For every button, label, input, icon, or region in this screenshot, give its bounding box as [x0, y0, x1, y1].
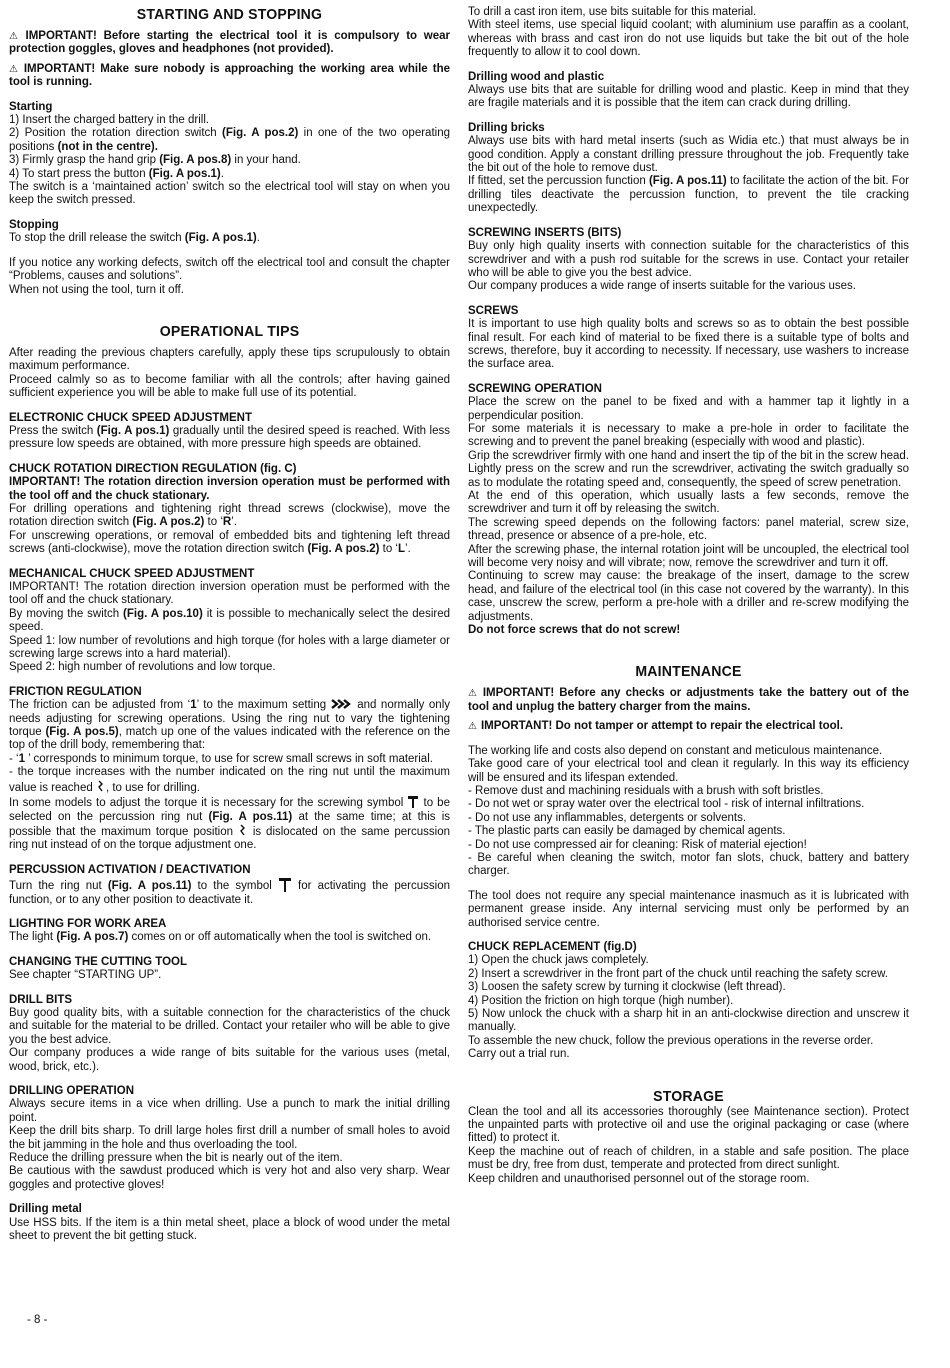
chuck-step-5: 5) Now unlock the chuck with a sharp hit in an anti-clockwise direction and unscrew it manually. [468, 1008, 909, 1034]
mechanical-important: IMPORTANT! The rotation direction inversion operation must be performed with the tool off and the chuck stationary. [9, 581, 450, 607]
drill-bits-text-2: Our company produces a wide range of bits suitable for the various uses (metal, wood, brick, etc.). [9, 1047, 450, 1073]
right-column [468, 6, 909, 1186]
maintenance-warning-1: ⚠ IMPORTANT! Before any checks or adjustments take the battery out of the tool and unplug the battery charger from the mains. [468, 687, 909, 713]
drill-bits-text-1: Buy good quality bits, with a suitable connection for the characteristics of the chuck and suitable for the material to be drilled. Contact your retailer who will be able to give you the best advice. [9, 1006, 450, 1046]
storage-p1: Clean the tool and all its accessories thoroughly (see Maintenance section). Protect the unpainted parts with protective oil and use the original packaging or case (where fitted) to protect it. [468, 1105, 909, 1145]
wood-plastic-text: Always use bits that are suitable for drilling wood and plastic. Keep in mind that they are fragile materials and it is possible that the item can crack during drilling. [468, 84, 909, 110]
steel-text: With steel items, use special liquid coolant; with aluminium use paraffin as a coolant, whereas with brass and cast iron do not use liquids but take the bit out of the hole frequently to allow it to cool down. [468, 19, 909, 59]
maintenance-p3: The tool does not require any special maintenance inasmuch as it is lubricated with permanent grease inside. Any internal servicing must only be performed by an authorised service centre. [468, 889, 909, 929]
screwing-inserts-2: Our company produces a wide range of inserts suitable for the various uses. [468, 280, 857, 293]
left-column [9, 6, 450, 1243]
drilling-op-3: Reduce the drilling pressure when the bit is nearly out of the item. [9, 1152, 343, 1165]
screwing-op-6: After the screwing phase, the internal rotation joint will be uncoupled, the electrical tool will become very noisy and will vibrate; now, remove the screwdriver and turn it off. [468, 543, 909, 570]
heading-chuck-replacement: CHUCK REPLACEMENT (fig.D) [468, 940, 637, 953]
maintenance-warning-2: ⚠ IMPORTANT! Do not tamper or attempt to repair the electrical tool. [468, 720, 844, 733]
mechanical-speed-2: Speed 2: high number of revolutions and low torque. [9, 661, 276, 674]
section-title-storage: STORAGE [653, 1087, 724, 1105]
chuck-step-3: 3) Loosen the safety screw by turning it clockwise (left thread). [468, 981, 786, 994]
friction-text-2: - ‘1 ’ corresponds to minimum torque, to use for screw small screws in soft material. [9, 752, 433, 765]
screwing-op-2: For some materials it is necessary to make a pre-hole in order to facilitate the screwing and to prevent the panel breaking (especially with wood and plastic). [468, 422, 909, 449]
heading-mechanical-speed: MECHANICAL CHUCK SPEED ADJUSTMENT [9, 567, 255, 580]
max-torque-icon [96, 780, 106, 792]
subheading-starting: Starting [9, 100, 53, 113]
heading-bricks: Drilling bricks [468, 121, 545, 134]
heading-drill-bits: DRILL BITS [9, 993, 73, 1006]
cutting-tool-text: See chapter “STARTING UP”. [9, 969, 162, 982]
screwing-op-3: Grip the screwdriver firmly with one hand and insert the tip of the bit in the screw head. Lightly press on the screw and run the screwdriver, activating the switch gradually so as to modulate the rotating speed and, consequently, the speed of screw penetration. [468, 449, 909, 489]
maintenance-list-4: - The plastic parts can easily be damaged by chemical agents. [468, 825, 786, 838]
drilling-metal-text: Use HSS bits. If the item is a thin metal sheet, place a block of wood under the metal sheet to prevent the bit getting stuck. [9, 1216, 450, 1243]
heading-rotation-direction: CHUCK ROTATION DIRECTION REGULATION (fig. C) [9, 462, 297, 475]
subheading-stopping: Stopping [9, 218, 59, 231]
drilling-op-4: Be cautious with the sawdust produced which is very hot and also very sharp. Wear goggles and protective gloves! [9, 1165, 450, 1191]
warning-icon: ⚠ [468, 721, 477, 733]
section-title-maintenance: MAINTENANCE [635, 663, 742, 681]
drilling-op-1: Always secure items in a vice when drilling. Use a punch to mark the initial drilling point. [9, 1098, 450, 1124]
screwing-op-7: Continuing to screw may cause: the breakage of the insert, damage to the screw head, and failure of the electrical tool (in this case not covered by the warranty). In this case, unscrew the screw, perform a pre-hole with a driller and re-screw modifying the adjustments. [468, 570, 909, 623]
maintenance-list-6: - Be careful when cleaning the switch, motor fan slots, chuck, battery and battery charger. [468, 851, 909, 878]
rotation-clockwise: For drilling operations and tightening right thread screws (clockwise), move the rotation direction switch (Fig. A pos.2) to ‘R’. [9, 502, 450, 529]
not-using-text: When not using the tool, turn it off. [9, 283, 184, 296]
friction-text-3: - the torque increases with the number indicated on the ring nut until the maximum value is reached , to use for drilling. [9, 766, 450, 794]
heading-wood-plastic: Drilling wood and plastic [468, 70, 605, 83]
maintenance-list-3: - Do not use any inflammables, detergents or solvents. [468, 811, 747, 824]
bricks-text-1: Always use bits with hard metal inserts (such as Widia etc.) that must always be in good condition. Apply a constant drilling pressure throughout the job. Frequently take the bit out of the hole to remove dust. [468, 135, 909, 175]
rotation-anticlockwise: For unscrewing operations, or removal of embedded bits and tightening left thread screws (anti-clockwise), move the rotation direction switch (Fig. A pos.2) to ‘L’. [9, 529, 450, 556]
screws-text: It is important to use high quality bolts and screws so as to obtain the best possible final result. For each kind of material to be fixed there is a suitable type of bolts and screws, therefore, buy it according to necessity. If necessary, use washers to increase the surface area. [468, 318, 909, 371]
warning-icon: ⚠ [468, 688, 479, 700]
heading-cutting-tool: CHANGING THE CUTTING TOOL [9, 955, 188, 968]
chuck-step-1: 1) Open the chuck jaws completely. [468, 954, 649, 967]
warning-working-area: ⚠ IMPORTANT! Make sure nobody is approaching the working area while the tool is running. [9, 62, 450, 89]
starting-step-1: 1) Insert the charged battery in the drill. [9, 114, 210, 127]
stopping-text: To stop the drill release the switch (Fig. A pos.1). [9, 232, 260, 245]
maintenance-list-5: - Do not use compressed air for cleaning: Risk of material ejection! [468, 838, 807, 851]
heading-drilling-metal: Drilling metal [9, 1203, 82, 1216]
starting-note: The switch is a ‘maintained action’ switch so the electrical tool will stay on when you keep the switch pressed. [9, 181, 450, 207]
section-title-starting-stopping: STARTING AND STOPPING [136, 6, 323, 23]
maintenance-list-1: - Remove dust and machining residuals with a brush with soft bristles. [468, 784, 824, 797]
warning-icon: ⚠ [9, 31, 22, 42]
screwing-symbol-icon [407, 795, 419, 809]
max-torque-icon [238, 824, 248, 836]
heading-drilling-operation: DRILLING OPERATION [9, 1085, 135, 1097]
starting-step-2: 2) Position the rotation direction switch (Fig. A pos.2) in one of the two operating positions (not in the centre). [9, 127, 450, 153]
maintenance-p2: Take good care of your electrical tool and clean it regularly. In this way its efficiency will be ensured and its lifespan extended. [468, 758, 909, 784]
page-number: - 8 - [27, 1314, 48, 1326]
drill-symbol-icon [331, 699, 353, 709]
maintenance-p1: The working life and costs also depend on constant and meticulous maintenance. [468, 744, 883, 757]
heading-electronic-speed: ELECTRONIC CHUCK SPEED ADJUSTMENT [9, 411, 253, 424]
section-title-operational-tips: OPERATIONAL TIPS [159, 322, 300, 340]
lighting-text: The light (Fig. A pos.7) comes on or off automatically when the tool is switched on. [9, 931, 432, 944]
heading-screws: SCREWS [468, 304, 519, 317]
screwing-op-1: Place the screw on the panel to be fixed and with a hammer tap it lightly in a perpendicular position. [468, 396, 909, 422]
chuck-step-2: 2) Insert a screwdriver in the front part of the chuck until reaching the safety screw. [468, 967, 888, 980]
percussion-text: Turn the ring nut (Fig. A pos.11) to the symbol for activating the percussion function, or to any other position to deactivate it. [9, 877, 450, 907]
electronic-speed-text: Press the switch (Fig. A pos.1) gradually until the desired speed is reached. With less pressure low speeds are obtained, with more pressure high speeds are obtained. [9, 424, 450, 451]
friction-text-4: In some models to adjust the torque it is necessary for the screwing symbol to be selected on the percussion ring nut (Fig. A pos.11) at the same time; at this is possible that the maximum torque position is dislocated on the same percussion ring nut instead of on the torque adjustment one. [9, 797, 450, 852]
maintenance-list-2: - Do not wet or spray water over the electrical tool - risk of internal infiltrations. [468, 798, 865, 811]
percussion-symbol-icon [278, 877, 292, 893]
heading-friction: FRICTION REGULATION [9, 685, 142, 698]
heading-lighting: LIGHTING FOR WORK AREA [9, 917, 167, 930]
screwing-inserts-1: Buy only high quality inserts with connection suitable for the characteristics of this screwdriver and with a push rod suitable for the screws in use. Contact your retailer who will be able to give you the best advice. [468, 240, 909, 279]
starting-step-4: 4) To start press the button (Fig. A pos.1). [9, 167, 224, 180]
heading-screwing-inserts: SCREWING INSERTS (BITS) [468, 226, 622, 239]
screwing-op-5: The screwing speed depends on the following factors: panel material, screw size, thread, presence or absence of a pre-hole, etc. [468, 516, 909, 543]
screwing-op-4: At the end of this operation, which usually lasts a few seconds, remove the screwdriver and turn it off by releasing the switch. [468, 490, 909, 516]
warning-protection: ⚠ IMPORTANT! Before starting the electrical tool it is compulsory to wear protection goggles, gloves and headphones (not provided). [9, 30, 451, 56]
bricks-text-2: If fitted, set the percussion function (Fig. A pos.11) to facilitate the action of the bit. For drilling tiles deactivate the percussion function, to prevent the tile cracking unexpectedly. [468, 175, 909, 215]
mechanical-switch: By moving the switch (Fig. A pos.10) it is possible to mechanically select the desired speed. [9, 607, 451, 634]
mechanical-speed-1: Speed 1: low number of revolutions and high torque (for holes with a large diameter or screwing large screws into a hard material). [9, 634, 450, 661]
storage-p2: Keep the machine out of reach of children, in a stable and safe position. The place must be dry, free from dust, temperate and protected from direct sunlight. [468, 1145, 909, 1172]
heading-percussion: PERCUSSION ACTIVATION / DEACTIVATION [9, 863, 251, 876]
friction-text-1: The friction can be adjusted from ‘1’ to the maximum setting and normally only needs adjusting for screwing operations. Using the ring nut to vary the tightening torque (Fig. A pos.5), match up one of the values indicated with the reference on the top of the drill body, remembering that: [9, 699, 451, 752]
chuck-step-4: 4) Position the friction on high torque (high number). [468, 994, 734, 1007]
defects-text: If you notice any working defects, switch off the electrical tool and consult the chapter “Problems, causes and solutions”. [9, 256, 450, 283]
rotation-important: IMPORTANT! The rotation direction inversion operation must be performed with the tool off and the chuck stationary. [9, 476, 450, 502]
chuck-trial-run: Carry out a trial run. [468, 1048, 570, 1061]
storage-p3: Keep children and unauthorised personnel out of the storage room. [468, 1172, 810, 1185]
operational-intro-1: After reading the previous chapters carefully, apply these tips scrupulously to obtain maximum performance. [9, 346, 450, 373]
warning-icon: ⚠ [9, 63, 20, 75]
heading-screwing-operation: SCREWING OPERATION [468, 382, 602, 395]
chuck-assemble: To assemble the new chuck, follow the previous operations in the reverse order. [468, 1034, 874, 1047]
screwing-op-8: Do not force screws that do not screw! [468, 624, 681, 637]
cast-iron-text: To drill a cast iron item, use bits suitable for this material. [468, 6, 757, 18]
drilling-op-2: Keep the drill bits sharp. To drill large holes first drill a number of small holes to avoid the bit jamming in the hole and thus overloading the tool. [9, 1125, 450, 1151]
starting-step-3: 3) Firmly grasp the hand grip (Fig. A pos.8) in your hand. [9, 154, 301, 167]
operational-intro-2: Proceed calmly so as to become familiar with all the controls; after having gained sufficient experience you will be able to make full use of its potential. [9, 373, 450, 400]
